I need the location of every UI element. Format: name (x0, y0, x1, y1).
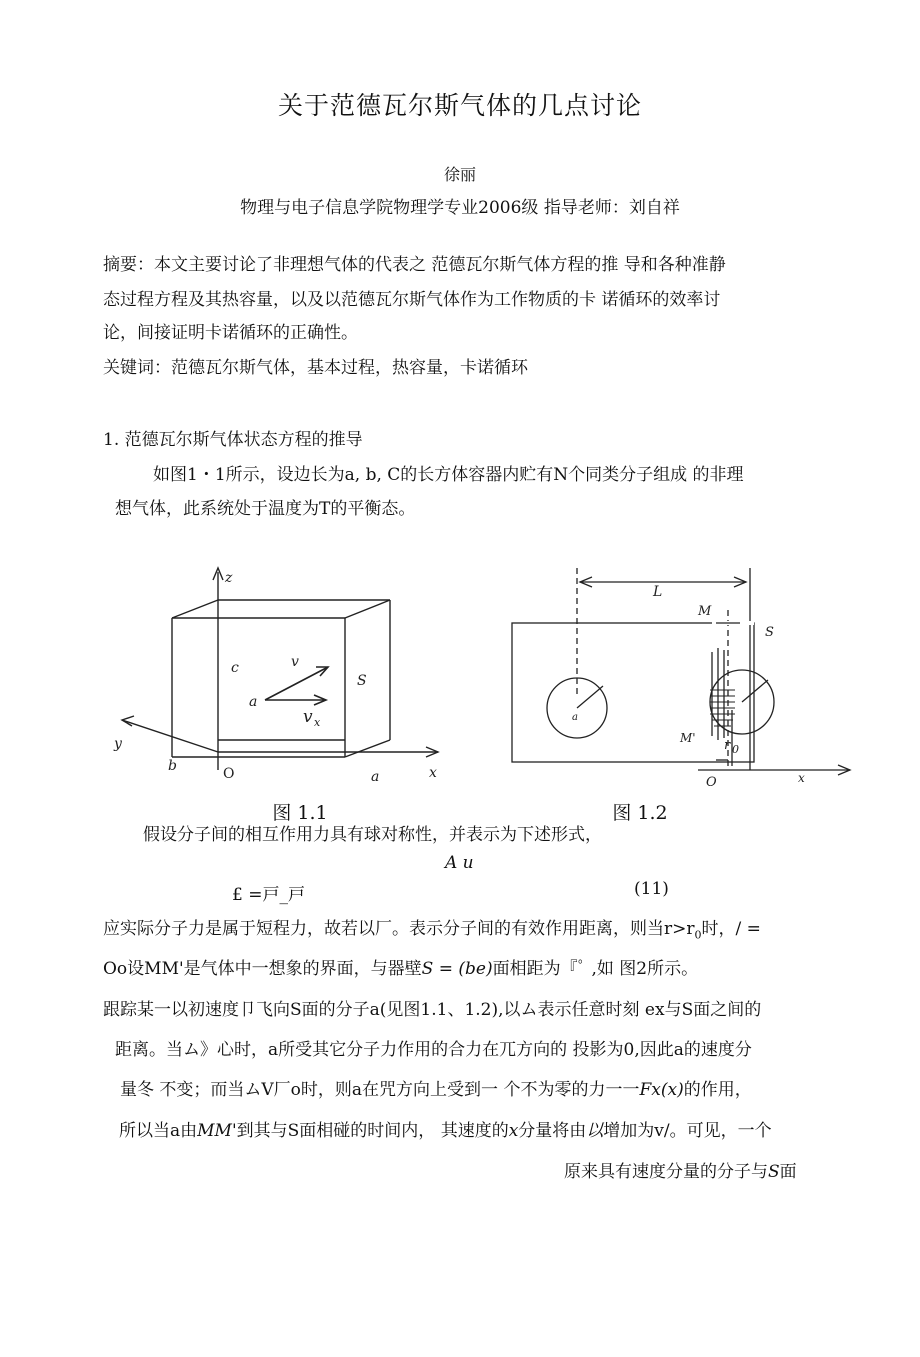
r0-subscript: 0 (732, 743, 739, 756)
body-line-4: 距离。当ム》心时，a所受其它分子力作用的合力在兀方向的 投影为0,因此a的速度分 (115, 1040, 752, 1060)
r0-label: r (724, 738, 731, 753)
author-name: 徐丽 (443, 165, 476, 184)
body-line-5: 量冬 不变；而当ムV厂o时，则a在咒方向上受到一 个不为零的力一一Fx(x)的作用， (120, 1080, 752, 1100)
figure-1-2-caption: 图 1.2 (612, 802, 668, 824)
origin-label: O (223, 766, 235, 782)
abstract-line-3: 论，间接证明卡诺循环的正确性。 (103, 323, 358, 343)
y-axis-label: y (114, 736, 122, 752)
figure-1-1-caption: 图 1.1 (272, 802, 328, 824)
abstract-line-2: 态过程方程及其热容量，以及以范德瓦尔斯气体作为工作物质的卡 诺循环的效率讨 (103, 290, 721, 310)
vx-subscript: x (314, 716, 321, 729)
velocity-label: v (291, 654, 299, 670)
abstract-line-1: 摘要：本文主要讨论了非理想气体的代表之 范德瓦尔斯气体方程的推 导和各种准静 (103, 255, 726, 275)
molecule-a-label: a (572, 712, 578, 723)
a-label: a (371, 769, 380, 785)
figure-1-1 (100, 560, 460, 830)
molecule-label: a (249, 694, 258, 710)
s-face-label: S (357, 673, 367, 689)
para1-line-2: 想气体，此系统处于温度为T的平衡态。 (115, 499, 416, 519)
section-heading: 1. 范德瓦尔斯气体状态方程的推导 (103, 430, 363, 450)
para2: 假设分子间的相互作用力具有球对称性，并表示为下述形式， (143, 825, 602, 845)
page-title: 关于范德瓦尔斯气体的几点讨论 (277, 91, 642, 120)
equation-number: (11) (634, 879, 669, 899)
body-line-6: 所以当a由MM'到其与S面相碰的时间内， 其速度的x分量将由以增加为v/。可见，一个 (119, 1121, 772, 1141)
para1-line-1: 如图1・1所示，设边长为a, b, C的长方体容器内贮有N个同类分子组成 的非理 (153, 465, 744, 485)
body-line-1: 应实际分子力是属于短程力，故若以厂。表示分子间的有效作用距离，则当$r>r_0$时，/ = (103, 919, 761, 942)
M-prime-label: M' (680, 731, 696, 745)
x-axis-label-2: x (798, 771, 805, 785)
keywords: 关键词：范德瓦尔斯气体，基本过程，热容量，卡诺循环 (103, 358, 528, 378)
body-line-7: 原来具有速度分量的分子与S面 (564, 1162, 797, 1182)
body-line-2: Oo设MM'是气体中一想象的界面，与器壁S = (be)面相距为『ﾟ ,如 图2所示。 (103, 959, 699, 979)
x-axis-label: x (429, 765, 437, 781)
c-label: c (231, 660, 239, 676)
L-label: L (653, 584, 663, 600)
z-axis-label: z (225, 570, 233, 586)
equation-main: £ =戸_戸 (232, 885, 305, 905)
S-wall-label: S (765, 625, 774, 640)
b-label: b (168, 758, 177, 774)
vx-label: v (303, 707, 313, 727)
origin-O-label: O (706, 775, 717, 790)
M-label: M (698, 604, 712, 619)
figure-1-2 (500, 560, 860, 830)
equation-top: A u (445, 853, 474, 873)
body-line-3: 跟踪某一以初速度卩飞向S面的分子a(见图1.1、1.2),以ム表示任意时刻 ex与S面之间的 (103, 1000, 762, 1020)
affiliation: 物理与电子信息学院物理学专业2006级 指导老师：刘自祥 (240, 198, 680, 218)
